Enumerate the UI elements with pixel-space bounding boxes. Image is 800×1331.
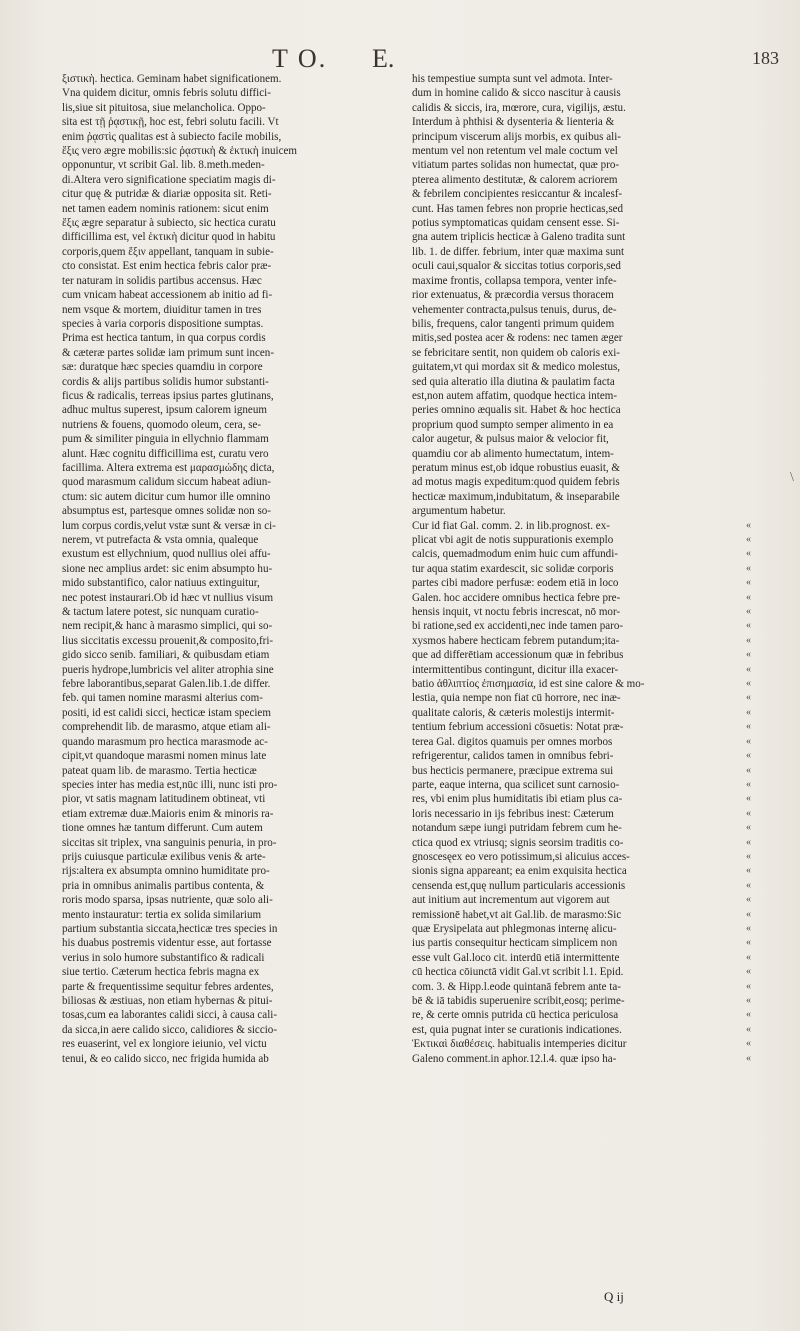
- margin-quote-mark: «: [746, 966, 751, 978]
- right-column-line: argumentum habetur.: [412, 505, 506, 518]
- right-column-line: vitiatum partes solidas non humectat, quæ pro-: [412, 159, 620, 172]
- margin-quote-mark: «: [746, 534, 751, 545]
- margin-quote-mark: «: [746, 980, 751, 992]
- margin-quote-mark: «: [746, 822, 751, 834]
- margin-quote-mark: [746, 202, 766, 216]
- right-column-line: refrigerentur, calidos tamen in omnibus febri-: [412, 750, 614, 763]
- right-column-line: est, quia pugnat inter se curationis indicationes.: [412, 1023, 622, 1036]
- right-column-line: maxime frontis, collapsa tempora, venter infe-: [412, 274, 617, 287]
- margin-quote-mark: «: [746, 807, 751, 819]
- margin-quote-mark: [746, 418, 766, 432]
- right-column-line: vehementer contracta,pulsus tenuis, durus, de-: [412, 303, 617, 316]
- margin-quote-mark: «: [746, 908, 751, 920]
- left-column-line: etiam extremæ duæ.Maioris enim & minoris ra-: [62, 807, 274, 820]
- left-column-line: facillima. Altera extrema est μαρασμώδης dicta,: [62, 461, 275, 474]
- left-column-line: Prima est hectica tantum, in qua corpus cordis: [62, 332, 266, 345]
- margin-quote-mark: «: [746, 750, 751, 762]
- left-column-line: species à varia corporis dispositione sumptas.: [62, 317, 264, 330]
- right-column-line: tur aqua statim exardescit, sic solidæ corporis: [412, 562, 614, 575]
- right-column-line: res, vbi enim plus humiditatis ibi etiam plus ca-: [412, 793, 623, 806]
- margin-quote-mark: [746, 504, 766, 518]
- right-column-line: ctica quod ex vtriusq; signis seorsim traditis co-: [412, 836, 624, 849]
- margin-quote-mark: [746, 158, 766, 172]
- left-column-line: cto consistat. Est enim hectica febris calor præ-: [62, 260, 272, 273]
- left-column-line: nec potest instaurari.Ob id hæc vt nullius visum: [62, 591, 274, 604]
- left-column-line: lum corpus cordis,velut vstæ sunt & versæ in ci-: [62, 519, 276, 532]
- left-column-line: mento instauratur: tertia ex solida similarium: [62, 908, 262, 921]
- right-column-line: qualitate caloris, & cæteris molestijs intermit-: [412, 706, 615, 719]
- left-text-column: [62, 72, 392, 1066]
- running-title-right: E.: [372, 44, 395, 73]
- margin-quote-mark: [746, 72, 766, 86]
- right-column-line: mitis,sed postea acer & rodens: nec tamen æger: [412, 332, 623, 345]
- margin-quote-mark: [746, 360, 766, 374]
- right-column-line: gna autem triplicis hecticæ à Galeno tradita sunt: [412, 231, 626, 244]
- right-column-line: Cur id fiat Gal. comm. 2. in lib.prognost. ex-: [412, 519, 610, 532]
- left-column-line: ξιστικὴ. hectica. Geminam habet significationem.: [62, 73, 282, 85]
- margin-quote-mark: «: [746, 922, 751, 934]
- margin-quote-mark: «: [746, 678, 751, 690]
- running-title-left: T O.: [272, 44, 328, 73]
- right-column-line: tentium febrium accessioni cōsuetis: Notat præ-: [412, 721, 624, 734]
- right-column-line: guitatem,vt qui mordax sit & medico molestus,: [412, 361, 621, 374]
- margin-quote-mark: «: [746, 778, 751, 790]
- left-column-line: alunt. Hæc cognitu difficillima est, curatu vero: [62, 447, 269, 460]
- right-column-line: remissionē habet,vt ait Gal.lib. de marasmo:Sic: [412, 908, 622, 921]
- left-column-line: partium substantia siccata,hecticæ tres species in: [62, 922, 278, 935]
- margin-quote-mark: «: [746, 519, 751, 531]
- right-column-line: peratum minus est,ob idque robustius euasit, &: [412, 461, 621, 474]
- left-column-line: biliosas & æstiuas, non etiam hybernas & pitui-: [62, 995, 273, 1007]
- margin-quote-mark: «: [746, 606, 751, 618]
- right-column-line: bilis, frequens, calor tangenti primum quidem: [412, 317, 615, 330]
- margin-quote-mark: «: [746, 865, 751, 877]
- right-column-line: quæ Erysipelata aut phlegmonas internę alicu-: [412, 922, 617, 935]
- right-column-line: bē & iā tabidis superuenire scribit,eosq; perime-: [412, 995, 625, 1007]
- left-column-line: tenui, & eo calido sicco, nec frigida humida ab: [62, 1052, 269, 1065]
- right-column-line: se febricitare sentit, non quidem ob caloris exi-: [412, 346, 620, 359]
- margin-quote-mark: «: [746, 937, 751, 949]
- margin-quote-mark: [746, 475, 766, 489]
- margin-quote-mark: «: [746, 735, 751, 747]
- margin-quote-mark: «: [746, 577, 751, 589]
- right-column-line: hensis inquit, vt noctu febris increscat, nō mor-: [412, 606, 621, 619]
- left-column-line: corporis,quem ἕξιν appellant, tanquam in subie-: [62, 245, 274, 258]
- margin-quote-mark: «: [746, 995, 751, 1006]
- margin-quote-mark: «: [746, 894, 751, 906]
- margin-quote-mark: [746, 447, 766, 461]
- right-column-line: Galen. hoc accidere omnibus hectica febre pre-: [412, 591, 621, 604]
- right-column-line: & febrilem concipientes resiccantur & incalesf-: [412, 188, 623, 201]
- left-column-line: net tamen eadem nominis rationem: sicut enim: [62, 202, 269, 215]
- left-column-line: sæ: duratque hæc species quamdiu in corpore: [62, 361, 263, 374]
- left-column-line: pueris hydrope,lumbricis vel aliter atrophia sine: [62, 663, 274, 676]
- right-text-column: [412, 72, 742, 1066]
- right-column-line: plicat vbi agit de notis suppurationis exemplo: [412, 534, 614, 546]
- right-column-line: sed quia alteratio illa diutina & paulatim facta: [412, 375, 615, 388]
- right-column-line: Interdum à phthisi & dysenteria & lienteria &: [412, 116, 615, 129]
- left-column-line: cum vnicam habeat accessionem ab initio ad fi-: [62, 289, 273, 302]
- right-column-line: lib. 1. de differ. febrium, inter quæ maxima sunt: [412, 245, 625, 258]
- margin-quote-mark: [746, 259, 766, 273]
- left-column-line: comprehendit lib. de marasmo, atque etiam ali-: [62, 721, 271, 734]
- right-column-line: xysmos habere hecticam febrem putandum;ita-: [412, 634, 620, 647]
- left-column-line: res euaserint, vel ex longiore ieiunio, vel victu: [62, 1038, 267, 1051]
- right-column-line: his tempestiue sumpta sunt vel admota. Inter-: [412, 73, 613, 85]
- left-column-line: sione nec amplius ardet: sic enim absumpto hu-: [62, 562, 273, 575]
- left-column-line: opponuntur, vt scribit Gal. lib. 8.meth.meden-: [62, 159, 265, 172]
- left-column-line: pior, vt satis magnam latitudinem obtineat, vti: [62, 793, 266, 806]
- right-column-line: Galeno comment.in aphor.12.l.4. quæ ipso ha-: [412, 1052, 617, 1065]
- margin-quote-mark: [746, 173, 766, 187]
- left-column-line: nerem, vt putrefacta & vsta omnia, qualeque: [62, 534, 259, 546]
- left-column-line: rijs:altera ex absumpta omnino humiditate pro-: [62, 865, 270, 878]
- right-column-line: oculi caui,squalor & siccitas totius corporis,sed: [412, 260, 621, 273]
- margin-quote-mark: «: [746, 663, 751, 675]
- left-column-line: adhuc multus superest, ipsum calorem igneum: [62, 404, 267, 417]
- margin-quote-mark: «: [746, 1023, 751, 1035]
- margin-quote-mark: «: [746, 591, 751, 603]
- right-column-line: est,non autem affatim, quodque hectica intem-: [412, 389, 618, 402]
- margin-quote-mark: [746, 389, 766, 403]
- left-column-line: difficillima est, vel ἑκτικὴ dicitur quod in habitu: [62, 231, 276, 244]
- right-column-line: ad motus magis expeditum:quod quidem febris: [412, 476, 620, 489]
- right-column-line: dum in homine calido & sicco nascitur à causis: [412, 87, 621, 100]
- right-column-line: potius symptomaticas quidam censent esse. Si-: [412, 217, 620, 230]
- right-column-line: cunt. Has tamen febres non proprie hecticas,sed: [412, 202, 624, 215]
- left-column-line: ἕξις vero ægre mobilis:sic ῥᾳστικὴ & ἑκτικὴ inuicem: [62, 145, 297, 158]
- right-column-line: partes cibi madore perfusæ: eodem etiā in loco: [412, 577, 619, 590]
- right-column-line: calcis, quemadmodum enim huic cum affundi-: [412, 548, 618, 561]
- left-column-line: enim ῥᾳστὶς qualitas est à subiecto facile mobilis,: [62, 130, 282, 143]
- right-column-line: quamdiu cor ab alimento humectatum, intem-: [412, 447, 614, 460]
- left-column-line: citur quę & putridæ & diariæ opposita sit. Reti-: [62, 188, 272, 201]
- left-column-line: gido sicco senib. familiari, & quibusdam etiam: [62, 649, 270, 662]
- left-column-line: febre laborantibus,separat Galen.lib.1.de differ.: [62, 678, 271, 691]
- margin-quote-mark: [746, 115, 766, 129]
- left-column-line: di.Altera vero significatione speciatim magis di-: [62, 173, 276, 186]
- right-column-line: calidis & siccis, ira, mœrore, cura, vigilijs, æstu.: [412, 101, 626, 114]
- left-column-line: pum & similiter pinguia in ellychnio flammam: [62, 433, 269, 446]
- right-column-line: calor augetur, & pulsus maior & velocior fit,: [412, 433, 609, 446]
- margin-quote-mark: «: [746, 764, 751, 776]
- right-column-line: re, & certe omnis putrida cū hectica periculosa: [412, 1009, 619, 1022]
- left-column-line: lis,siue sit pituitosa, siue melancholica. Oppo-: [62, 101, 266, 114]
- left-column-line: verius in solo humore substantifico & radicali: [62, 951, 265, 964]
- right-column-line: terea Gal. digitos quamuis per omnes morbos: [412, 735, 613, 748]
- right-column-line: parte, eaque interna, qua scilicet sunt carnosio-: [412, 778, 620, 791]
- right-column-line: peries omnino æqualis sit. Habet & hoc hectica: [412, 404, 621, 417]
- right-column-line: censenda est,quę nullum particularis accessionis: [412, 879, 626, 892]
- left-column-line: tosas,cum ea laborantes calidi sicci, à causa cali-: [62, 1009, 278, 1022]
- left-column-line: ctum: sic autem dicitur cum humor ille omnino: [62, 490, 271, 503]
- margin-quote-mark: [746, 346, 766, 360]
- left-column-line: siccitas sit triplex, vna sanguinis penuria, in pro-: [62, 836, 277, 849]
- left-column-line: his duabus postremis videntur esse, aut fortasse: [62, 937, 272, 950]
- left-column-line: pria in omnibus animalis partibus contenta, &: [62, 879, 265, 892]
- margin-quote-mark: «: [746, 692, 751, 704]
- left-column-line: cipit,vt quandoque marasmi nomen minus late: [62, 750, 267, 763]
- left-column-line: ficus & radicalis, terreas ipsius partes glutinans,: [62, 389, 274, 402]
- left-column-line: nutriens & fouens, quomodo oleum, cera, se-: [62, 418, 262, 431]
- margin-quote-mark: «: [746, 1052, 751, 1064]
- right-column-line: bi ratione,sed ex accidenti,nec inde tamen paro-: [412, 620, 624, 633]
- right-column-line: ius partis consequitur hecticam simplicem non: [412, 937, 618, 950]
- left-column-line: & tactum latere potest, sic nunquam curatio-: [62, 606, 259, 619]
- margin-quote-mark: «: [746, 1009, 751, 1021]
- margin-quote-mark: [746, 432, 766, 446]
- left-column-line: mido substantifico, calor natiuus extinguitur,: [62, 577, 260, 590]
- right-column-line: sionis signa appareant; ea enim exquisita hectica: [412, 865, 627, 878]
- margin-quote-mark: «: [746, 879, 751, 891]
- right-column-line: aut initium aut incrementum aut vigorem aut: [412, 894, 610, 907]
- margin-quote-mark: [746, 245, 766, 259]
- right-column-line: bus hecticis permanere, præcipue extrema sui: [412, 764, 614, 777]
- margin-quote-mark: [746, 144, 766, 158]
- margin-quote-mark: «: [746, 951, 751, 963]
- left-column-line: prijs cuiusque particulæ exilibus venis & arte-: [62, 850, 266, 863]
- left-column-line: da sicca,in aere calido sicco, calidiores & siccio-: [62, 1023, 278, 1036]
- catchword: Q ij: [604, 1289, 624, 1304]
- margin-quote-mark: «: [746, 620, 751, 632]
- margin-quote-mark: [746, 331, 766, 345]
- margin-quote-mark: [746, 230, 766, 244]
- margin-quote-mark: «: [746, 649, 751, 661]
- margin-quote-mark: [746, 130, 766, 144]
- margin-quote-mark: [746, 187, 766, 201]
- left-column-line: lius siccitatis excessu prouenit,& composito,fri-: [62, 634, 274, 647]
- left-column-line: sita est τῇ ῥᾳστικῇ, hoc est, febri solutu facili. Vt: [62, 116, 279, 129]
- margin-quote-mark: [746, 288, 766, 302]
- margin-quote-mark: «: [746, 836, 751, 848]
- left-column-line: cordis & alijs partibus solidis humor substanti-: [62, 375, 269, 388]
- right-column-line: loris necessario in ijs febribus inest: Cæterum: [412, 807, 614, 820]
- left-column-line: nem recipit,& hanc à marasmo simplici, qui so-: [62, 620, 273, 633]
- margin-quote-mark: [746, 216, 766, 230]
- right-column-line: notandum sæpe iungi putridam febrem cum he-: [412, 822, 622, 835]
- margin-quote-mark: [746, 101, 766, 115]
- right-column-line: principum viscerum alijs morbis, ex quibus ali-: [412, 130, 621, 143]
- left-column-line: nem vsque & mortem, diuiditur tamen in tres: [62, 303, 262, 316]
- margin-quote-marks: [746, 72, 766, 1066]
- right-column-line: batio ἀθλιπτίος ἐπισημασία, id est sine calore & mo-: [412, 678, 645, 691]
- right-column-line: Ἑκτικαὶ διαθέσεις. habitualis intemperies dicitur: [412, 1038, 627, 1051]
- left-column-line: Vna quidem dicitur, omnis febris solutu diffici-: [62, 87, 271, 100]
- right-column-line: pterea alimento destitutæ, & calorem acriorem: [412, 173, 618, 186]
- left-column-line: siue tertio. Cæterum hectica febris magna ex: [62, 966, 260, 979]
- margin-quote-mark: [746, 317, 766, 331]
- margin-quote-mark: «: [746, 1038, 751, 1050]
- margin-quote-mark: «: [746, 850, 751, 862]
- left-column-line: exustum est ellychnium, quod nullius olei affu-: [62, 548, 271, 561]
- left-column-line: feb. qui tamen nomine marasmi alterius com-: [62, 692, 263, 705]
- left-column-line: ἕξις ægre separatur à subiecto, sic hectica curatu: [62, 217, 276, 230]
- margin-quote-mark: «: [746, 562, 751, 574]
- margin-quote-mark: «: [746, 706, 751, 718]
- margin-quote-mark: «: [746, 721, 751, 733]
- margin-quote-mark: «: [746, 793, 751, 805]
- left-column-line: & cæteræ partes solidæ iam primum sunt incen-: [62, 346, 275, 359]
- left-column-line: roris modo sparsa, ipsas nutriente, quæ solo ali-: [62, 894, 273, 907]
- left-column-line: ter naturam in solidis partibus accensus. Hæc: [62, 274, 262, 287]
- left-column-line: quod marasmum calidum siccum habeat adiun-: [62, 476, 271, 489]
- right-column-line: lestia, quia nempe non fiat cū horrore, nec inæ-: [412, 692, 621, 705]
- right-column-line: com. 3. & Hipp.l.eode quintanā febrem ante ta-: [412, 980, 621, 993]
- margin-quote-mark: [746, 86, 766, 100]
- running-header: [0, 44, 800, 72]
- right-column-line: rior extenuatus, & præcordia versus thoracem: [412, 289, 614, 302]
- left-column-line: parte & frequentissime sequitur febres ardentes,: [62, 980, 274, 993]
- left-column-line: positi, id est calidi sicci, hecticæ istam speciem: [62, 706, 271, 719]
- right-column-line: intermittentibus contingunt, dicitur illa exacer-: [412, 663, 619, 676]
- margin-quote-mark: [746, 490, 766, 504]
- page-number: 183: [752, 48, 779, 68]
- margin-quote-mark: [746, 274, 766, 288]
- left-column-line: tione omnes hæ tantum differunt. Cum autem: [62, 822, 263, 835]
- margin-quote-mark: «: [746, 548, 751, 560]
- margin-quote-mark: [746, 303, 766, 317]
- left-column-line: species inter has media est,nūc illi, nunc isti pro-: [62, 778, 278, 791]
- right-column-line: hecticæ maximum,indubitatum, & inseparabile: [412, 490, 620, 503]
- right-column-line: cū hectica cōiunctā vidit Gal.vt scribit l.1. Epid.: [412, 966, 624, 979]
- margin-quote-mark: [746, 461, 766, 475]
- margin-quote-mark: [746, 403, 766, 417]
- right-column-line: mentum vel non retentum vel male coctum vel: [412, 145, 618, 158]
- right-column-line: proprium quod sumpto semper alimento in ea: [412, 418, 614, 431]
- margin-quote-mark: «: [746, 634, 751, 646]
- margin-quote-mark: [746, 375, 766, 389]
- left-column-line: pateat quam lib. de marasmo. Tertia hecticæ: [62, 764, 257, 777]
- right-column-line: que ad differētiam accessionum quæ in febribus: [412, 649, 624, 662]
- left-column-line: absumptus est, partesque omnes solidæ non so-: [62, 505, 271, 518]
- right-column-line: gnoscesęex eo vero potissimum,si alicuius acces-: [412, 850, 630, 863]
- right-column-line: esse vult Gal.loco cit. interdū etiā intermittente: [412, 951, 620, 964]
- gutter-mark: \: [790, 470, 794, 485]
- left-column-line: quando marasmum pro hectica marasmode ac-: [62, 735, 268, 748]
